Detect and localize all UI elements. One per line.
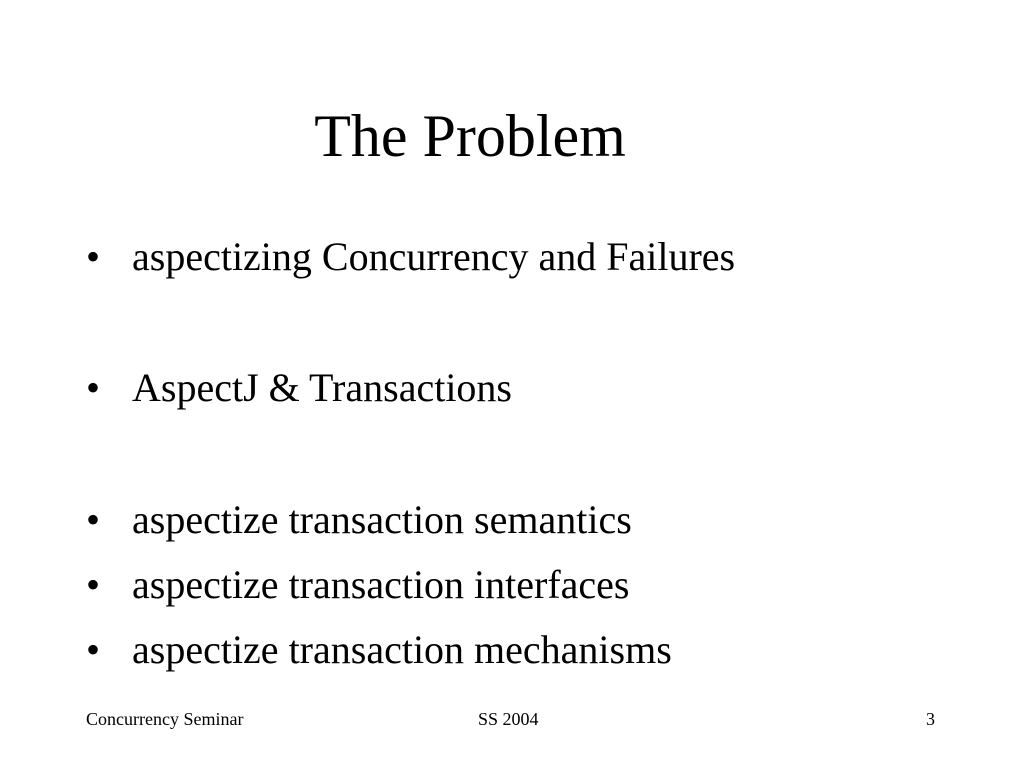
bullet-item xyxy=(86,561,630,609)
bullet-text: aspectize transaction mechanisms xyxy=(132,627,672,672)
bullet-item xyxy=(86,496,632,544)
bullet-text: AspectJ & Transactions xyxy=(132,365,512,410)
bullet-marker: • xyxy=(86,365,101,410)
bullet-marker: • xyxy=(86,497,101,542)
bullet-marker: • xyxy=(86,562,101,607)
bullet-marker: • xyxy=(86,627,101,672)
footer-semester: SS 2004 xyxy=(478,709,539,729)
bullet-text: aspectize transaction interfaces xyxy=(132,562,630,607)
bullet-text: aspectizing Concurrency and Failures xyxy=(132,234,736,279)
bullet-item xyxy=(86,626,672,674)
footer-page-number: 3 xyxy=(926,709,935,729)
footer-course-name: Concurrency Seminar xyxy=(86,709,244,729)
slide-title: The Problem xyxy=(314,103,626,169)
bullet-item xyxy=(86,233,735,281)
bullet-text: aspectize transaction semantics xyxy=(132,497,632,542)
bullet-item xyxy=(86,364,512,412)
bullet-marker: • xyxy=(86,234,101,279)
